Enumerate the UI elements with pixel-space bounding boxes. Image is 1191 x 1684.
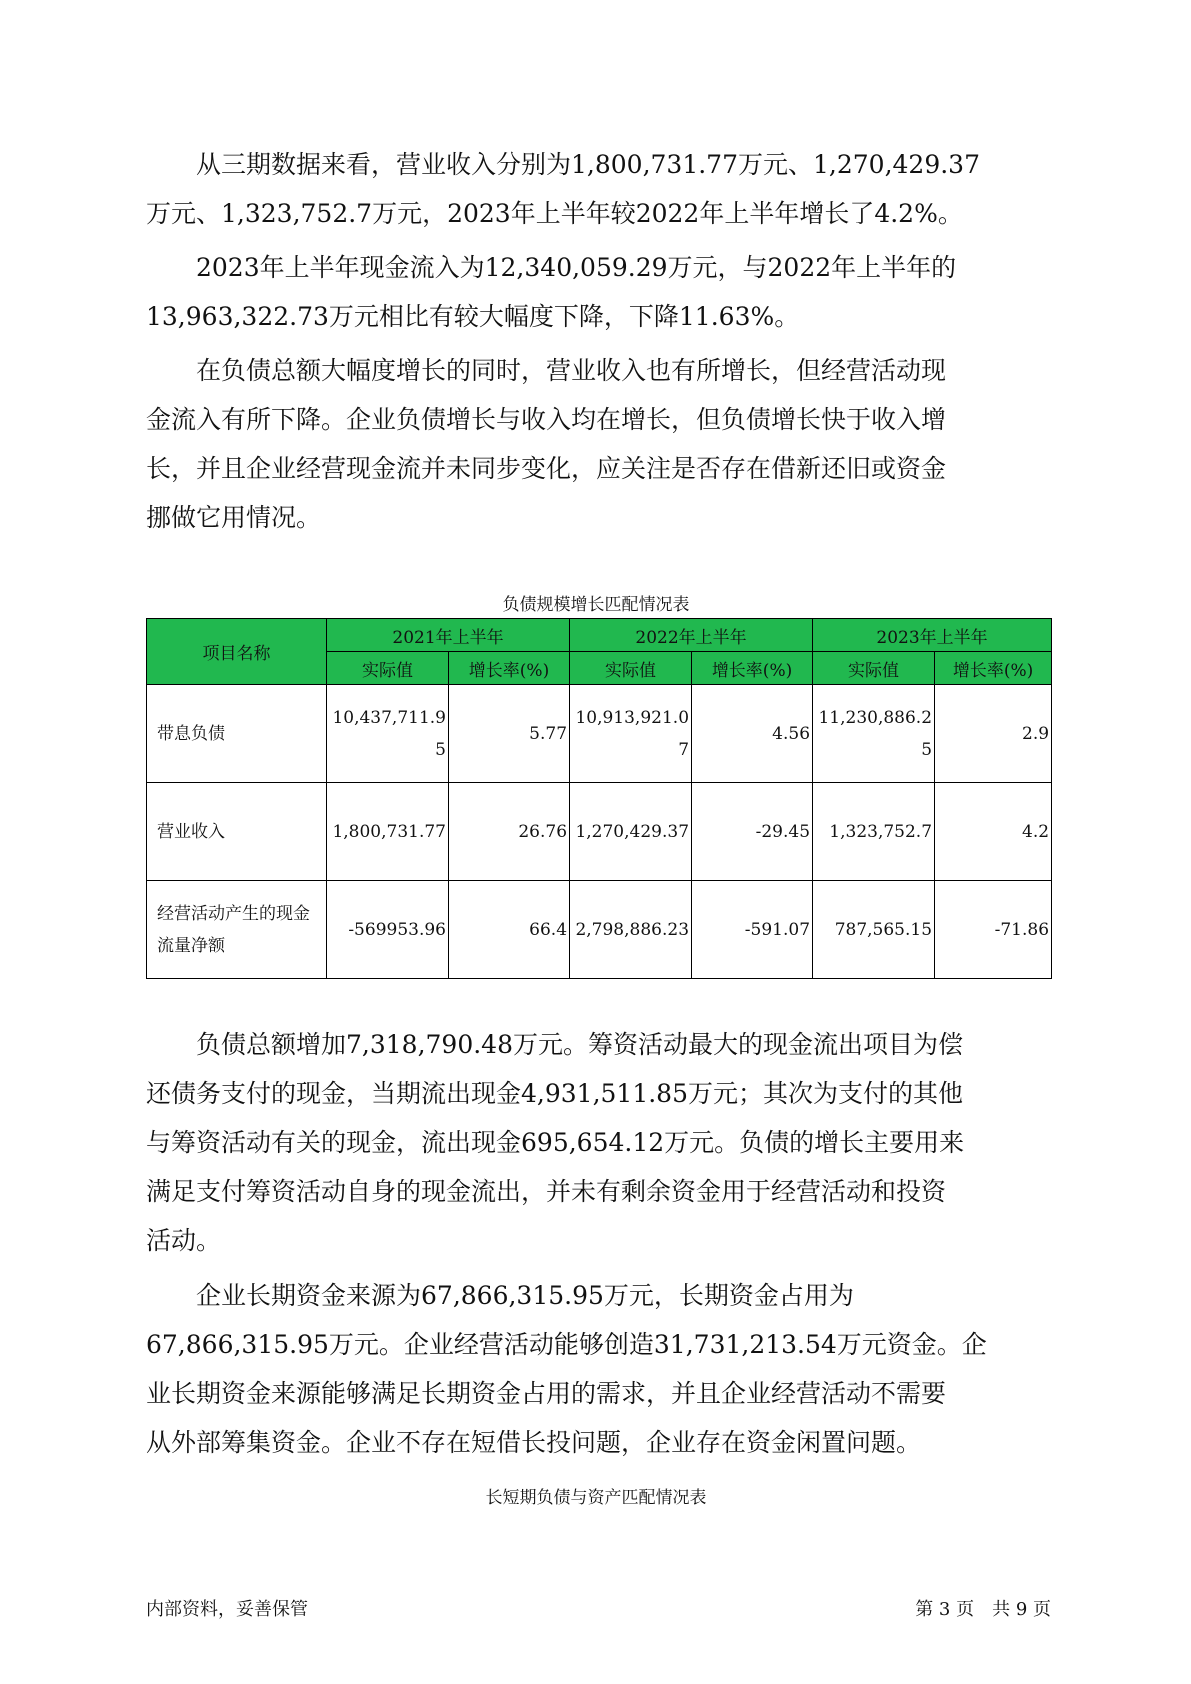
header-period-2023: 2023年上半年 — [813, 619, 1052, 652]
paragraph-cash-inflow: 2023年上半年现金流入为12,340,059.29万元，与2022年上半年的 13,963,322.73万元相比有较大幅度下降，下降11.63%。 — [146, 253, 957, 331]
header-actual: 实际值 — [327, 652, 449, 685]
header-actual: 实际值 — [813, 652, 935, 685]
table-cell: 11,230,886.25 — [813, 685, 935, 783]
footer-page-number: 第 3 页 共 9 页 — [915, 1599, 1051, 1620]
table-cell: 1,323,752.7 — [813, 783, 935, 881]
header-item-name: 项目名称 — [147, 619, 327, 685]
footer-confidential-note: 内部资料，妥善保管 — [146, 1599, 308, 1620]
header-period-2022: 2022年上半年 — [570, 619, 813, 652]
table-cell: -29.45 — [692, 783, 813, 881]
header-period-2021: 2021年上半年 — [327, 619, 570, 652]
table-cell: 5.77 — [449, 685, 570, 783]
table-cell: 787,565.15 — [813, 881, 935, 979]
table-cell: 1,800,731.77 — [327, 783, 449, 881]
row-label: 经营活动产生的现金流量净额 — [147, 881, 327, 979]
table-cell: -569953.96 — [327, 881, 449, 979]
paragraph-long-term-funds: 企业长期资金来源为67,866,315.95万元，长期资金占用为 67,866,315.95万元。企业经营活动能够创造31,731,213.54万元资金。企 业长期资金来源能够满足长期资金占用的需求，并且企业经营活动不需要 从外部筹集资金。企业不存在短借长投问题，企业存在资金闲置问题。 — [146, 1281, 987, 1457]
paragraph-debt-analysis: 在负债总额大幅度增长的同时，营业收入也有所增长，但经营活动现 金流入有所下降。企业负债增长与收入均在增长，但负债增长快于收入增 长，并且企业经营现金流并未同步变化，应关注是否存在借新还旧或资金 挪做它用情况。 — [146, 356, 947, 532]
table-cell: 10,437,711.95 — [327, 685, 449, 783]
table-caption-maturity-match: 长短期负债与资产匹配情况表 — [485, 1488, 707, 1508]
header-growth: 增长率(%) — [935, 652, 1052, 685]
table-cell: -71.86 — [935, 881, 1052, 979]
row-label: 营业收入 — [147, 783, 327, 881]
header-growth: 增长率(%) — [449, 652, 570, 685]
header-actual: 实际值 — [570, 652, 692, 685]
table-cell: 4.2 — [935, 783, 1052, 881]
table-row — [147, 881, 1052, 979]
table-cell: 4.56 — [692, 685, 813, 783]
table-cell: 1,270,429.37 — [570, 783, 692, 881]
table-row — [147, 685, 1052, 783]
table-cell: -591.07 — [692, 881, 813, 979]
table-cell: 2,798,886.23 — [570, 881, 692, 979]
table-cell: 26.76 — [449, 783, 570, 881]
table-cell: 66.4 — [449, 881, 570, 979]
paragraph-debt-increase: 负债总额增加7,318,790.48万元。筹资活动最大的现金流出项目为偿 还债务支付的现金，当期流出现金4,931,511.85万元；其次为支付的其他 与筹资活动有关的现金，流出现金695,654.12万元。负债的增长主要用来 满足支付筹资活动自身的现金流出，并未有剩余资金用于经营活动和投资 活动。 — [146, 1030, 965, 1255]
table-caption-debt-growth: 负债规模增长匹配情况表 — [502, 595, 690, 615]
paragraph-revenue-summary: 从三期数据来看，营业收入分别为1,800,731.77万元、1,270,429.37 万元、1,323,752.7万元，2023年上半年较2022年上半年增长了4.2%。 — [146, 150, 980, 228]
row-label: 带息负债 — [147, 685, 327, 783]
table-row — [147, 783, 1052, 881]
table-cell: 10,913,921.07 — [570, 685, 692, 783]
debt-growth-table — [146, 618, 1052, 979]
table-cell: 2.9 — [935, 685, 1052, 783]
header-growth: 增长率(%) — [692, 652, 813, 685]
